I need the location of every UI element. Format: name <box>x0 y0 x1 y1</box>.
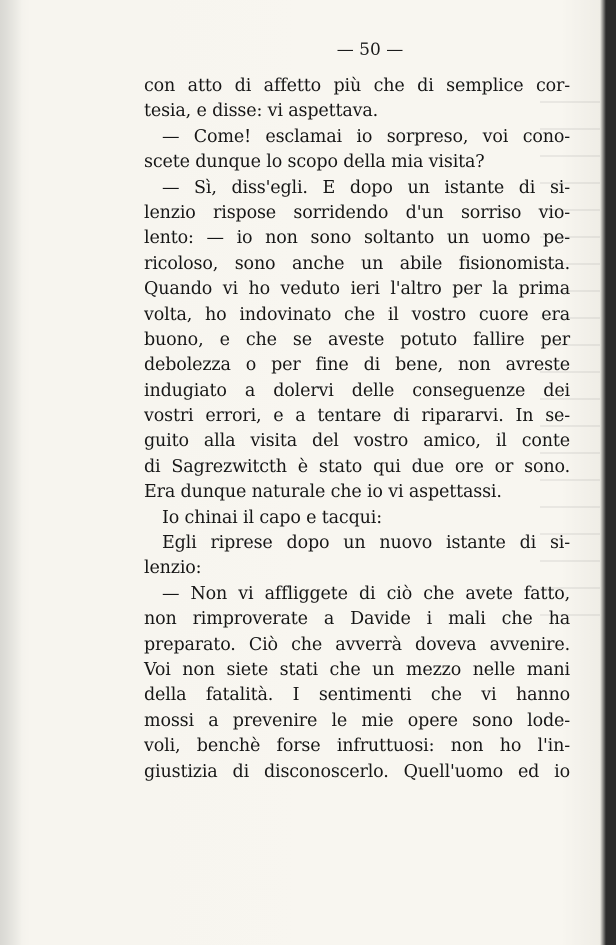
text-line: preparato. Ciò che avverrà doveva avvenire. <box>144 634 570 655</box>
text-line: guito alla visita del vostro amico, il conte <box>144 431 570 452</box>
text-line: Quando vi ho veduto ieri l'altro per la prima <box>144 279 570 300</box>
page-number-header: — 50 — <box>336 40 404 60</box>
text-line: Io chinai il capo e tacqui: <box>162 507 382 528</box>
text-line: — Sì, diss'egli. E dopo un istante di si- <box>162 177 570 198</box>
text-line: debolezza o per fine di bene, non avreste <box>144 355 570 376</box>
text-line: lenzio rispose sorridendo d'un sorriso vio- <box>144 202 570 223</box>
text-line: Era dunque naturale che io vi aspettassi. <box>144 482 502 503</box>
text-line: lento: — io non sono soltanto un uomo pe- <box>144 228 570 249</box>
page-gutter-shadow <box>0 0 22 945</box>
text-line: mossi a prevenire le mie opere sono lode- <box>144 710 570 731</box>
text-line: della fatalità. I sentimenti che vi hanno <box>144 685 570 706</box>
text-line: Voi non siete stati che un mezzo nelle mani <box>144 659 570 680</box>
text-line: — Non vi affliggete di ciò che avete fatto, <box>162 583 570 604</box>
text-line: giustizia di disconoscerlo. Quell'uomo ed io <box>144 761 570 782</box>
text-line: — Come! esclamai io sorpreso, voi cono- <box>162 126 570 147</box>
text-line: lenzio: <box>144 558 202 579</box>
text-line: tesia, e disse: vi aspettava. <box>144 101 379 122</box>
text-line: con atto di affetto più che di semplice cor- <box>144 76 570 96</box>
text-line: volta, ho indovinato che il vostro cuore era <box>144 304 570 325</box>
text-line: Egli riprese dopo un nuovo istante di si- <box>162 533 570 554</box>
text-line: voli, benchè forse infruttuosi: non ho l'in- <box>144 736 570 757</box>
text-line: di Sagrezwitcth è stato qui due ore or sono. <box>144 456 570 477</box>
text-line: buono, e che se aveste potuto fallire per <box>144 329 570 350</box>
text-line: non rimproverate a Davide i mali che ha <box>144 609 570 630</box>
text-line: indugiato a dolervi delle conseguenze dei <box>144 380 570 401</box>
text-line: scete dunque lo scopo della mia visita? <box>144 152 485 173</box>
body-text <box>144 74 570 785</box>
text-line: vostri errori, e a tentare di ripararvi. In se- <box>144 406 570 427</box>
text-line: ricoloso, sono anche un abile fisionomista. <box>144 253 570 274</box>
